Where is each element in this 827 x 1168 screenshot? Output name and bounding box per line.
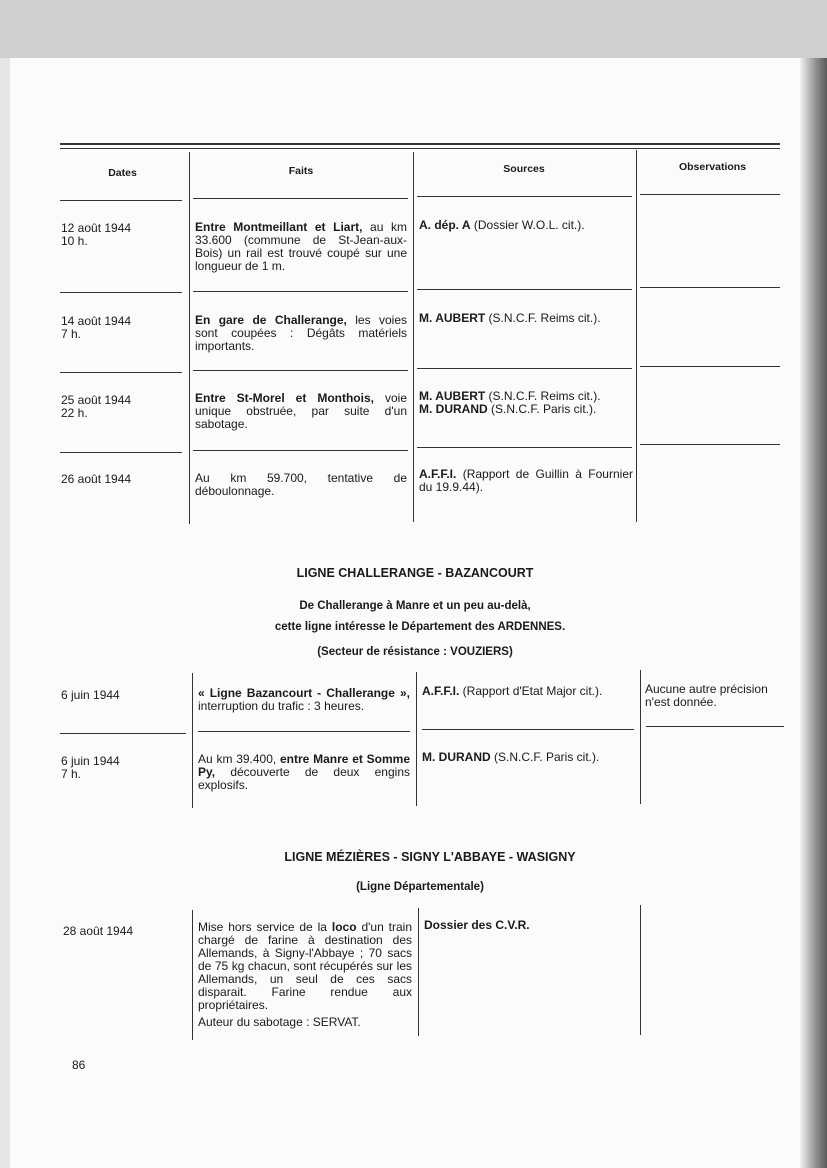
top-rule — [60, 143, 780, 145]
page-number: 86 — [72, 1058, 86, 1072]
row-rule — [193, 450, 408, 451]
row-rule — [417, 368, 632, 369]
column-divider — [413, 152, 414, 522]
row-rule — [60, 452, 182, 453]
fait-cell: « Ligne Bazancourt - Challerange », interruption du trafic : 3 heures. — [198, 686, 410, 713]
date-cell: 28 août 1944 — [63, 924, 134, 938]
source-cell: A.F.F.I. (Rapport d'Etat Major cit.). — [422, 684, 603, 698]
header-dates: Dates — [108, 167, 137, 179]
section-note: (Ligne Départementale) — [356, 881, 484, 893]
source-cell: M. DURAND (S.N.C.F. Paris cit.). — [422, 750, 600, 764]
row-rule — [640, 444, 780, 445]
header-sources: Sources — [503, 163, 545, 175]
row-rule — [198, 731, 410, 732]
row-rule — [422, 729, 634, 730]
row-rule — [646, 726, 784, 727]
column-divider — [640, 905, 641, 1035]
date-cell: 14 août 1944 — [61, 314, 132, 328]
scan-background-top — [0, 0, 827, 58]
column-divider — [640, 670, 641, 804]
row-rule — [60, 372, 182, 373]
scan-background-left — [0, 58, 10, 1168]
section-note: De Challerange à Manre et un peu au-delà, — [299, 600, 531, 612]
source-cell: Dossier des C.V.R. — [424, 918, 530, 932]
column-divider — [192, 910, 193, 1040]
fait-cell: Au km 59.700, tentative de déboulonnage. — [195, 471, 407, 498]
fait-cell: Mise hors service de la loco d'un train chargé de farine à destination des Allemands, à Signy-l'Abbaye ; 70 sacs de 75 kg chacun, sont récupérés sur les Allemands, un seul de ces sacs disparait. Farine rendue aux propriétaires. — [198, 920, 413, 1012]
fait-cell: Entre Montmeillant et Liart, au km 33.600 (commune de St-Jean-aux-Bois) un rail est trouvé coupé sur une longueur de 1 m. — [195, 220, 407, 273]
section-title: LIGNE MÉZIÈRES - SIGNY L'ABBAYE - WASIGNY — [284, 850, 576, 864]
row-rule — [60, 200, 182, 201]
row-rule — [60, 292, 182, 293]
row-rule — [417, 289, 632, 290]
date-cell: 6 juin 1944 — [61, 688, 120, 702]
row-rule — [640, 366, 780, 367]
source-cell: A. dép. A (Dossier W.O.L. cit.). — [419, 218, 585, 232]
top-rule-thin — [60, 148, 780, 149]
source-cell: M. AUBERT (S.N.C.F. Reims cit.). — [419, 311, 601, 325]
column-divider — [418, 908, 419, 1036]
row-rule — [417, 447, 632, 448]
section-title: LIGNE CHALLERANGE - BAZANCOURT — [296, 566, 534, 580]
time-cell: 7 h. — [61, 767, 82, 781]
section-note: (Secteur de résistance : VOUZIERS) — [317, 646, 513, 658]
source-cell: M. AUBERT (S.N.C.F. Reims cit.). — [419, 389, 601, 403]
fait-cell: En gare de Challerange, les voies sont coupées : Dégâts matériels importants. — [195, 313, 407, 353]
fait-cell-author: Auteur du sabotage : SERVAT. — [198, 1015, 361, 1029]
fait-cell: Entre St-Morel et Monthois, voie unique obstruée, par suite d'un sabotage. — [195, 391, 407, 431]
time-cell: 10 h. — [61, 234, 88, 248]
row-rule — [193, 198, 408, 199]
row-rule — [193, 370, 408, 371]
observation-cell: Aucune autre précision n'est donnée. — [645, 682, 768, 709]
row-rule — [417, 196, 632, 197]
scan-binding-shadow — [800, 58, 827, 1168]
column-divider — [192, 673, 193, 808]
date-cell: 26 août 1944 — [61, 472, 132, 486]
fait-cell: Au km 39.400, entre Manre et Somme Py, découverte de deux engins explosifs. — [198, 752, 410, 792]
row-rule — [640, 194, 780, 195]
row-rule — [193, 291, 408, 292]
column-divider — [189, 152, 190, 524]
source-cell: A.F.F.I. (Rapport de Guillin à Fournier du 19.9.44). — [419, 467, 633, 494]
row-rule — [640, 287, 780, 288]
header-observations: Observations — [678, 161, 747, 173]
source-cell-second: M. DURAND (S.N.C.F. Paris cit.). — [419, 402, 597, 416]
date-cell: 25 août 1944 — [61, 393, 132, 407]
time-cell: 7 h. — [61, 327, 82, 341]
section-note: cette ligne intéresse le Département des ARDENNES. — [274, 621, 566, 633]
row-rule — [60, 733, 186, 734]
date-cell: 6 juin 1944 — [61, 754, 120, 768]
header-faits: Faits — [288, 165, 314, 177]
date-cell: 12 août 1944 — [61, 221, 132, 235]
time-cell: 22 h. — [61, 406, 88, 420]
column-divider — [416, 672, 417, 806]
column-divider — [636, 150, 637, 522]
